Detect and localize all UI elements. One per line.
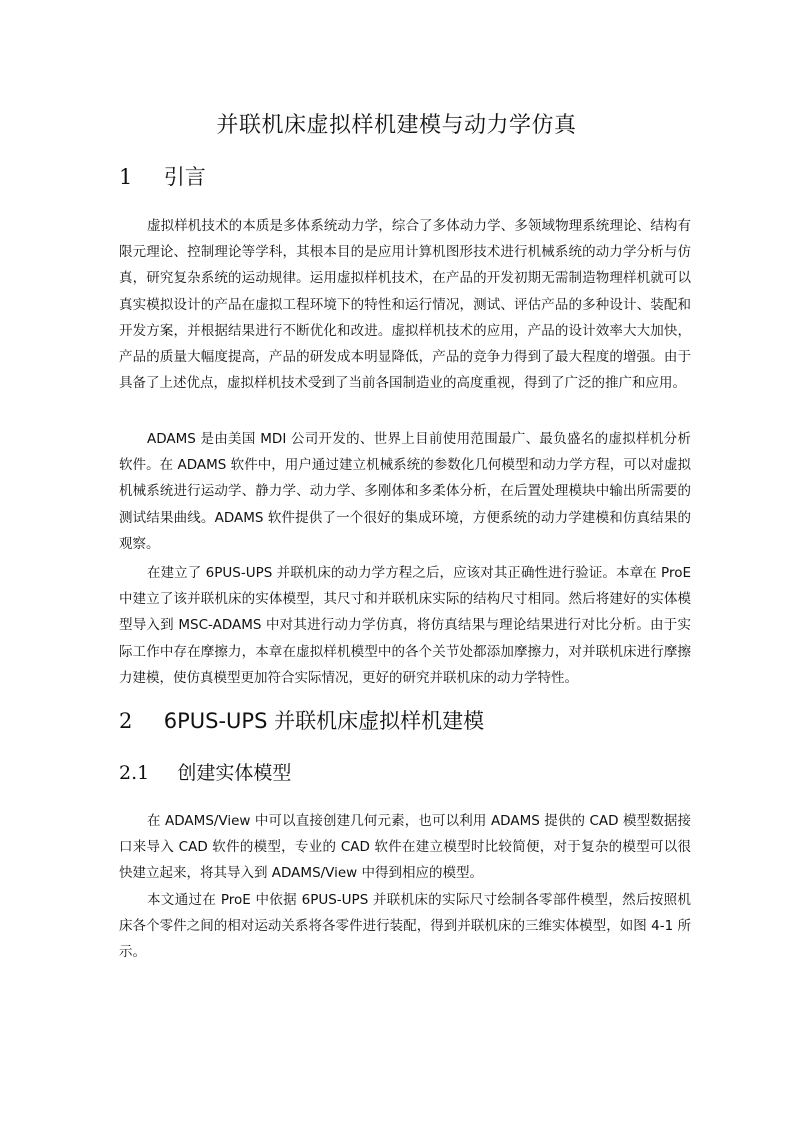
section-number: 1 [119,165,133,189]
section-title: 引言 [163,165,206,189]
section-heading-2 [119,706,484,736]
section-title: 创建实体模型 [177,762,292,784]
body-paragraph: 虚拟样机技术的本质是多体系统动力学，综合了多体动力学、多领域物理系统理论、结构有限元理论、控制理论等学科，其根本目的是应用计算机图形技术进行机械系统的动力学分析与仿真，研究复杂系统的运动规律。运用虚拟样机技术，在产品的开发初期无需制造物理样机就可以真实模拟设计的产品在虚拟工程环境下的特性和运行情况，测试、评估产品的多种设计、装配和开发方案，并根据结果进行不断优化和改进。虚拟样机技术的应用，产品的设计效率大大加快，产品的质量大幅度提高，产品的研发成本明显降低，产品的竞争力得到了最大程度的增强。由于具备了上述优点，虚拟样机技术受到了当前各国制造业的高度重视，得到了广泛的推广和应用。 [119,218,691,392]
section-title: 6PUS-UPS 并联机床虚拟样机建模 [163,709,485,733]
body-paragraph: ADAMS 是由美国 MDI 公司开发的、世界上目前使用范围最广、最负盛名的虚拟样机分析软件。在 ADAMS 软件中，用户通过建立机械系统的参数化几何模型和动力学方程，可以对虚拟机械系统进行运动学、静力学、动力学、多刚体和多柔体分析，在后置处理模块中输出所需要的测试结果曲线。ADAMS 软件提供了一个很好的集成环境，方便系统的动力学建模和仿真结果的观察。 [119,431,691,552]
body-paragraph: 在 ADAMS/View 中可以直接创建几何元素，也可以利用 ADAMS 提供的 CAD 模型数据接口来导入 CAD 软件的模型，专业的 CAD 软件在建立模型时比较简便，对于复杂的模型可以很快建立起来，将其导入到 ADAMS/View 中得到相应的模型。 [119,813,691,882]
section-heading-1 [119,162,206,192]
subsection-heading-2-1 [119,758,291,788]
section-number: 2 [119,709,133,733]
body-paragraph: 本文通过在 ProE 中依据 6PUS-UPS 并联机床的实际尺寸绘制各零部件模型，然后按照机床各个零件之间的相对运动关系将各零件进行装配，得到并联机床的三维实体模型，如图 4-1 所示。 [119,892,691,961]
section-number: 2.1 [119,762,150,784]
body-paragraph: 在建立了 6PUS-UPS 并联机床的动力学方程之后，应该对其正确性进行验证。本章在 ProE 中建立了该并联机床的实体模型，其尺寸和并联机床实际的结构尺寸相同。然后将建好的实体模型导入到 MSC-ADAMS 中对其进行动力学仿真，将仿真结果与理论结果进行对比分析。由于实际工作中存在摩擦力，本章在虚拟样机模型中的各个关节处都添加摩擦力，对并联机床进行摩擦力建模，使仿真模型更加符合实际情况，更好的研究并联机床的动力学特性。 [119,565,691,686]
document-title: 并联机床虚拟样机建模与动力学仿真 [216,113,577,138]
